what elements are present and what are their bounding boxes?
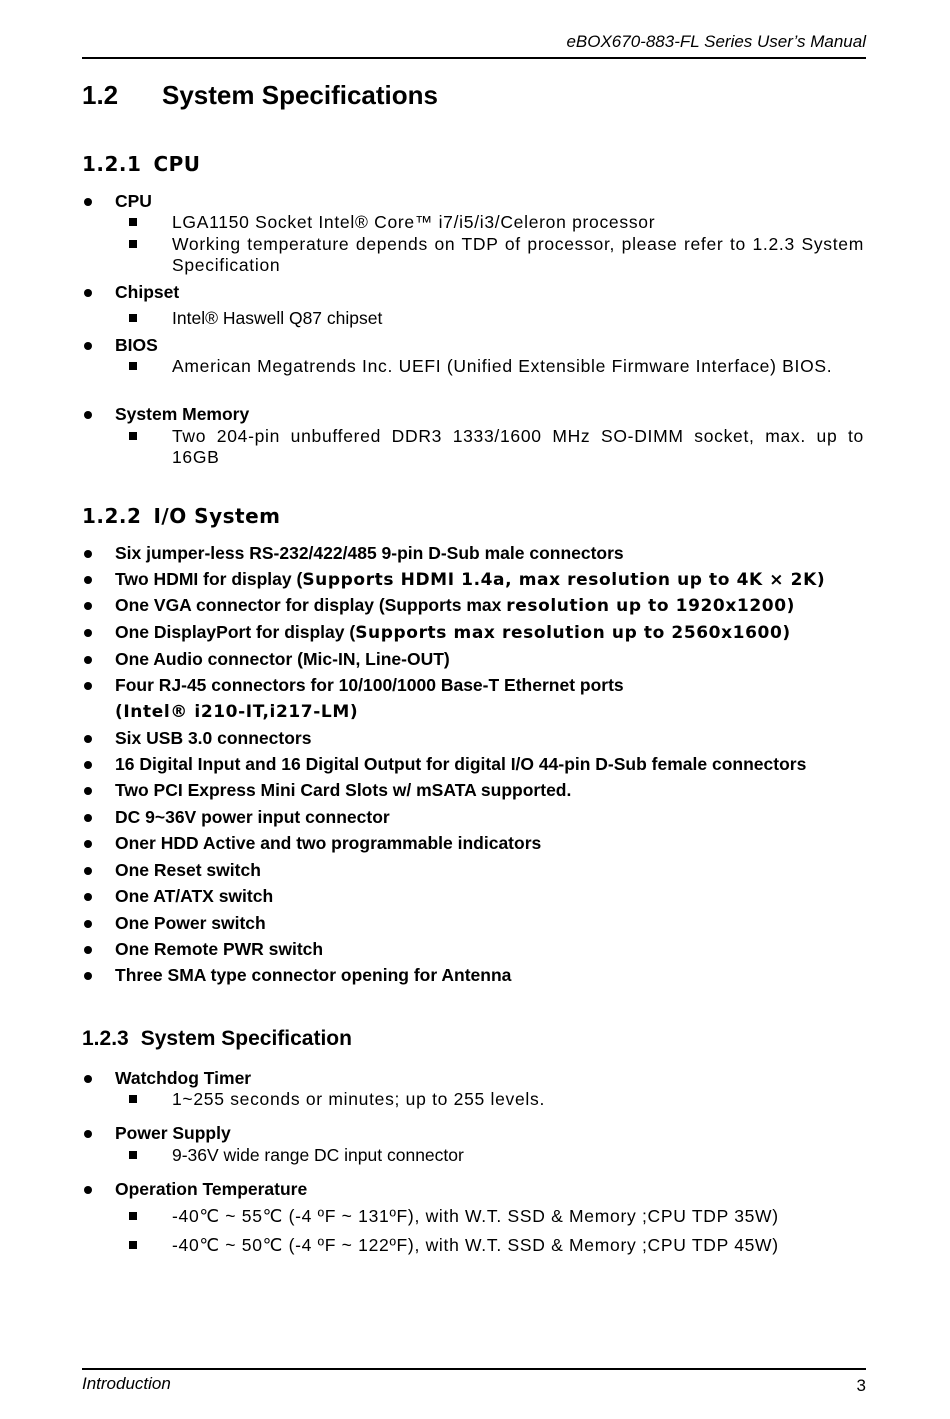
temperature-item: -40℃ ~ 50℃ (-4 ºF ~ 122ºF), with W.T. SSD & Memory ;CPU TDP 45W) [128, 1235, 864, 1256]
square-bullet-icon [129, 1241, 137, 1249]
footer-chapter: Introduction [82, 1374, 171, 1393]
bullet-icon [84, 1130, 92, 1138]
bullet-icon [84, 735, 92, 743]
square-bullet-icon [129, 240, 137, 248]
page-number: 3 [856, 1376, 866, 1395]
bullet-icon [84, 867, 92, 875]
bullet-icon [84, 1186, 92, 1194]
cpu-item: LGA1150 Socket Intel® Core™ i7/i5/i3/Celeron processor [128, 212, 864, 233]
cpu-heading [82, 152, 201, 176]
bullet-icon [84, 342, 92, 350]
bullet-icon [84, 682, 92, 690]
square-bullet-icon [129, 1095, 137, 1103]
bullet-icon [84, 893, 92, 901]
bullet-icon [84, 550, 92, 558]
io-heading-number: 1.2.2 [82, 504, 142, 528]
sys-heading-title: System Specification [140, 1027, 352, 1050]
sys-heading [82, 1027, 352, 1051]
bullet-icon [84, 602, 92, 610]
square-bullet-icon [129, 314, 137, 322]
square-bullet-icon [129, 218, 137, 226]
square-bullet-icon [129, 362, 137, 370]
square-bullet-icon [129, 1212, 137, 1220]
bullet-icon [84, 576, 92, 584]
bullet-icon [84, 840, 92, 848]
cpu-heading-number: 1.2.1 [82, 152, 142, 176]
bullet-icon [84, 656, 92, 664]
bullet-icon [84, 1075, 92, 1083]
power-item: 9-36V wide range DC input connector [128, 1145, 864, 1166]
memory-item: Two 204-pin unbuffered DDR3 1333/1600 MHz SO-DIMM socket, max. up to 16GB [128, 426, 864, 468]
bullet-icon [84, 411, 92, 419]
bullet-icon [84, 198, 92, 206]
temperature-item: -40℃ ~ 55℃ (-4 ºF ~ 131ºF), with W.T. SSD & Memory ;CPU TDP 35W) [128, 1206, 864, 1227]
bios-item: American Megatrends Inc. UEFI (Unified Extensible Firmware Interface) BIOS. [128, 356, 864, 377]
bullet-icon [84, 972, 92, 980]
bullet-icon [84, 787, 92, 795]
square-bullet-icon [129, 1151, 137, 1159]
section-title: System Specifications [162, 80, 438, 110]
bullet-icon [84, 289, 92, 297]
square-bullet-icon [129, 432, 137, 440]
cpu-item: Working temperature depends on TDP of processor, please refer to 1.2.3 System Specification [128, 234, 864, 276]
section-number: 1.2 [82, 80, 119, 110]
manual-title: eBOX670-883-FL Series User’s Manual [566, 32, 866, 51]
cpu-heading-title: CPU [153, 152, 201, 176]
bullet-icon [84, 920, 92, 928]
bullet-icon [84, 761, 92, 769]
bullet-icon [84, 946, 92, 954]
bullet-icon [84, 629, 92, 637]
section-heading [82, 80, 438, 111]
page-header [82, 30, 866, 59]
watchdog-item: 1~255 seconds or minutes; up to 255 levels. [128, 1089, 864, 1110]
chipset-item: Intel® Haswell Q87 chipset [128, 308, 864, 329]
io-heading [82, 504, 280, 528]
io-heading-title: I/O System [153, 504, 281, 528]
page-footer [82, 1368, 866, 1395]
sys-heading-number: 1.2.3 [82, 1027, 129, 1050]
bullet-icon [84, 814, 92, 822]
